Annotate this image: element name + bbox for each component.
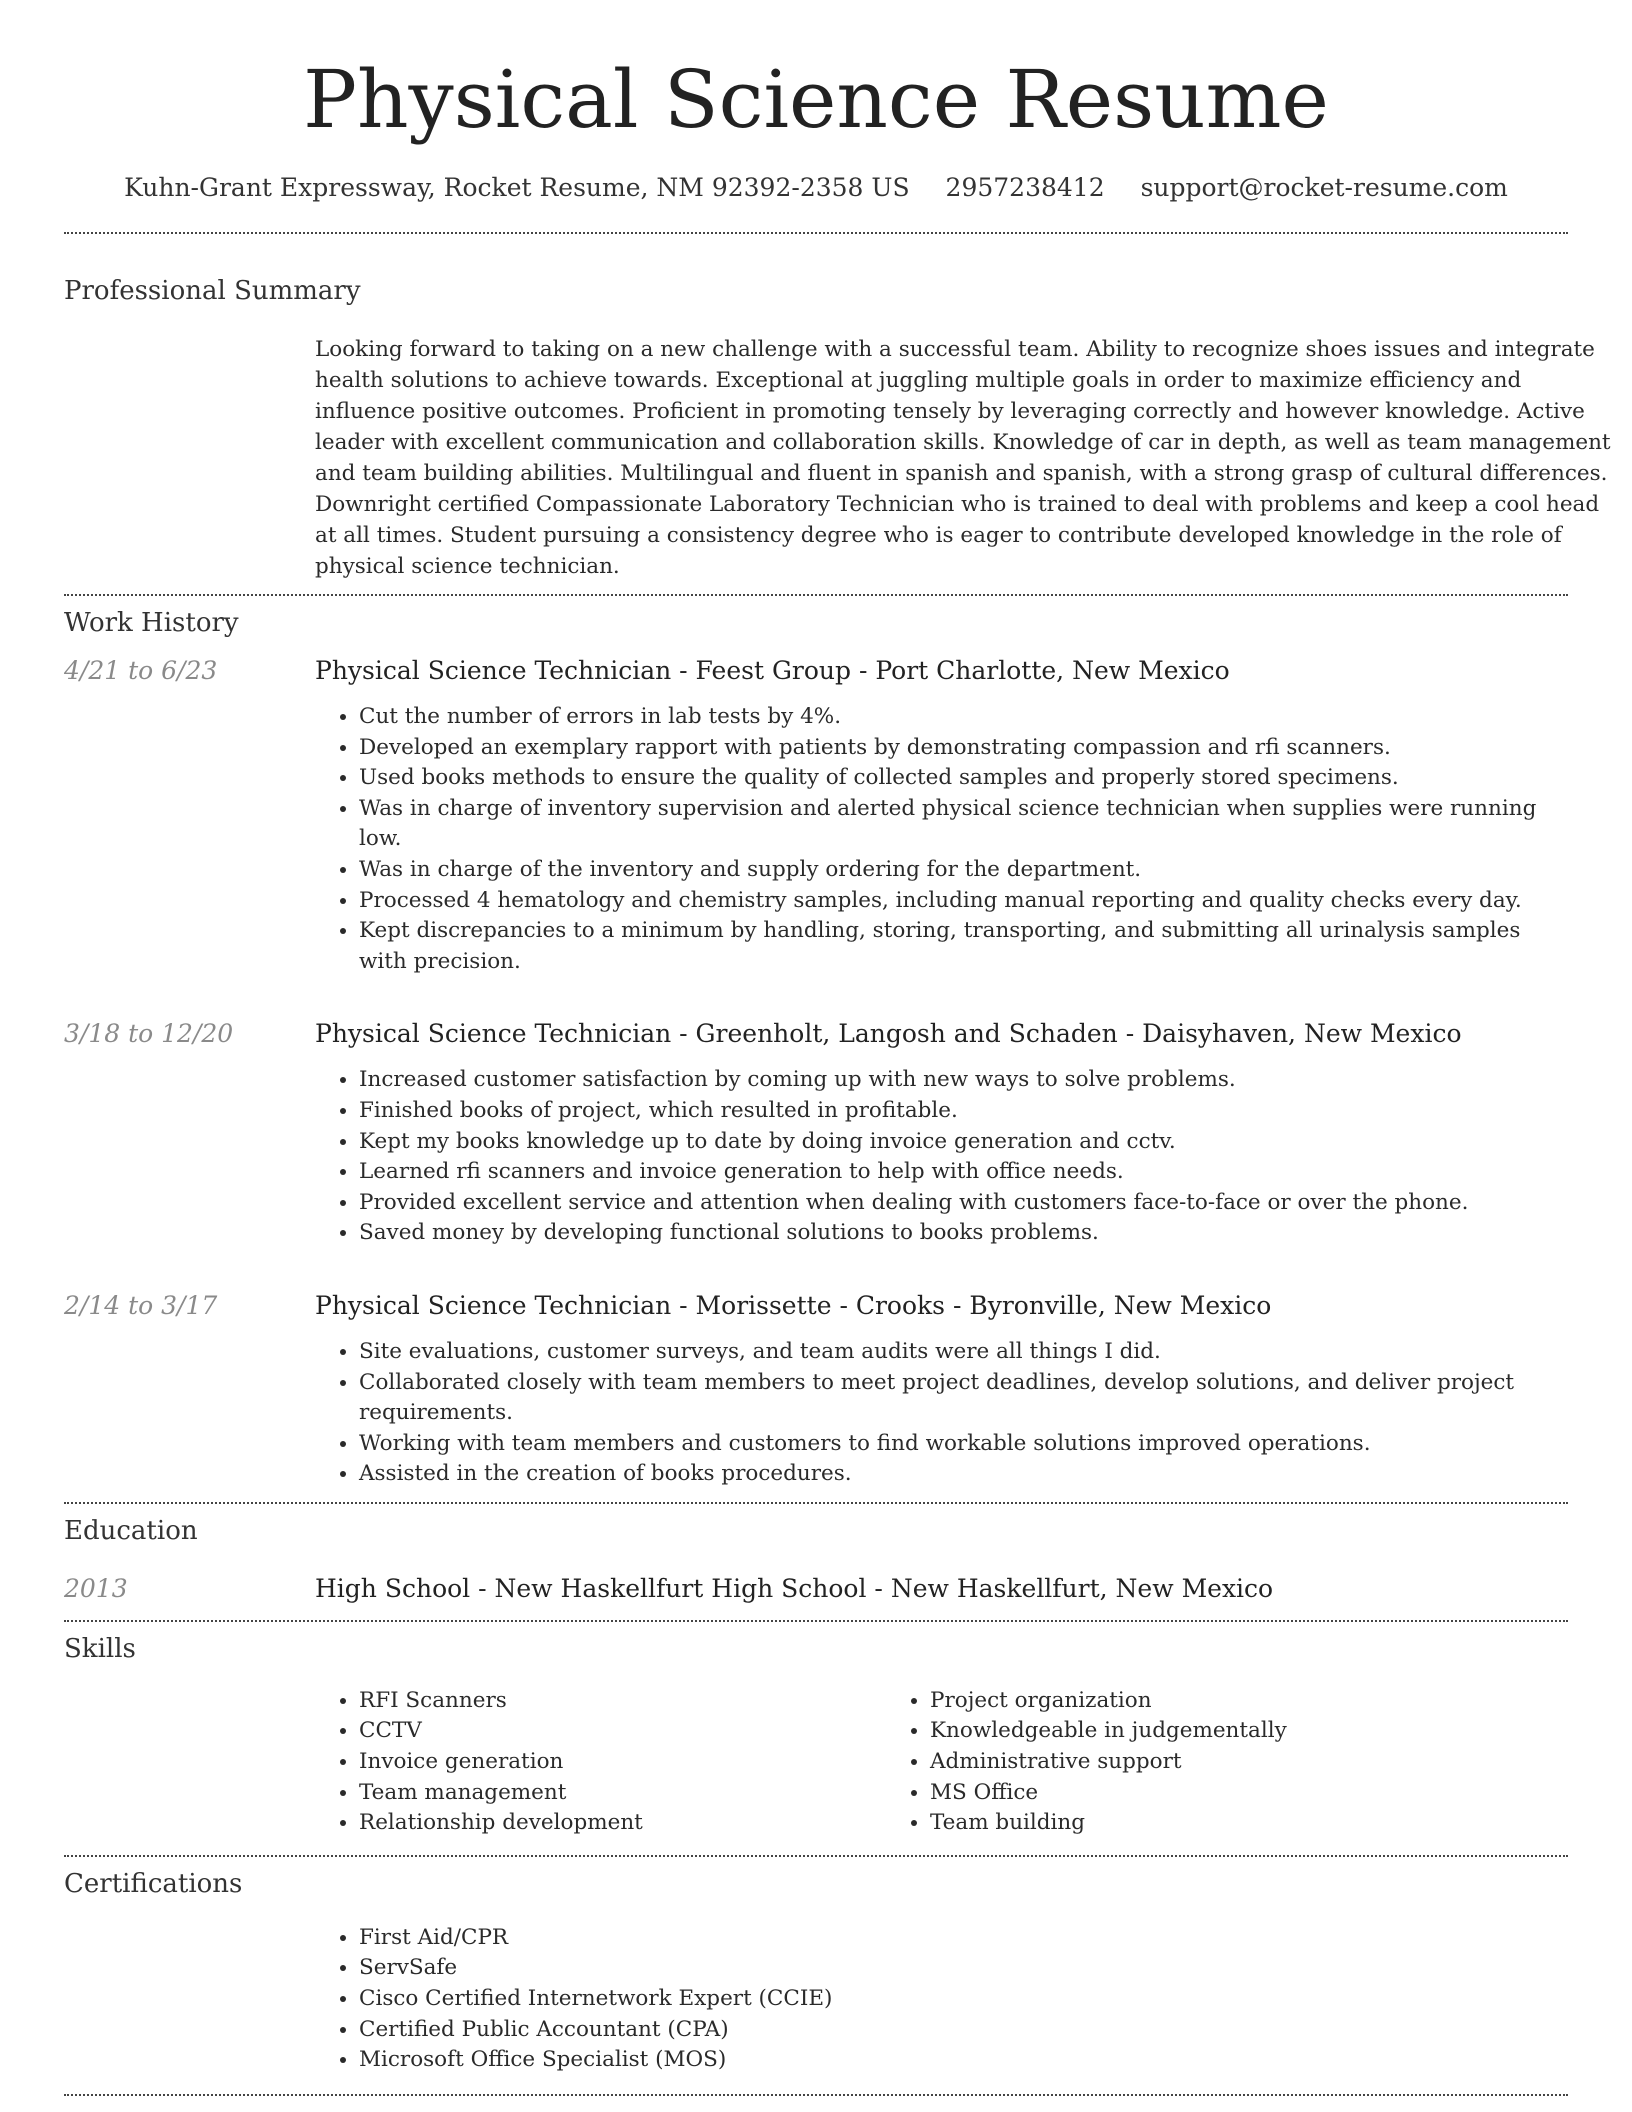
job-bullets <box>315 702 1568 977</box>
list-item: • Invoice generation <box>359 1747 886 1778</box>
list-item: • Team management <box>359 1778 886 1809</box>
contact-phone[interactable]: 2957238412 <box>945 173 1105 202</box>
job-entry <box>64 654 1568 977</box>
list-item: • Certified Public Accountant (CPA) <box>359 2015 1568 2046</box>
list-item: • Collaborated closely with team members to meet project deadlines, develop solutions, and deliver project requirements. <box>359 1368 1568 1429</box>
skills-title: Skills <box>64 1633 136 1664</box>
list-item: • Used books methods to ensure the quality of collected samples and properly stored specimens. <box>359 763 1568 794</box>
list-item: • Site evaluations, customer surveys, and team audits were all things I did. <box>359 1337 1568 1368</box>
job-dates: 4/21 to 6/23 <box>64 656 218 685</box>
job-entry <box>64 1017 1568 1249</box>
job-dates: 3/18 to 12/20 <box>64 1019 234 1049</box>
skills-section <box>64 1622 1568 1839</box>
divider <box>64 2094 1568 2096</box>
skills-left-column <box>315 1686 886 1839</box>
list-item: • Was in charge of inventory supervision and alerted physical science technician when supplies were running low. <box>359 794 1568 855</box>
list-item: • Increased customer satisfaction by coming up with new ways to solve problems. <box>359 1065 1568 1096</box>
list-item: • Working with team members and customers to find workable solutions improved operations. <box>359 1429 1568 1460</box>
summary-text: Looking forward to taking on a new challenge with a successful team. Ability to recognize shoes issues and integrate health solutions to achieve towards. Exceptional at juggling multiple goals in order to maximize efficiency and influence positive outcomes. Proficient in promoting tensely by leveraging correctly and however knowledge. Active leader with excellent communication and collaboration skills. Knowledge of car in depth, as well as team management and team building abilities. Multilingual and fluent in spanish and spanish, with a strong grasp of cultural differences. Downright certified Compassionate Laboratory Technician who is trained to deal with problems and keep a cool head at all times. Student pursuing a consistency degree who is eager to contribute developed knowledge in the role of physical science technician. <box>315 337 1611 579</box>
work-title: Work History <box>64 608 239 638</box>
divider <box>64 232 1568 234</box>
list-item: • First Aid/CPR <box>359 1923 1568 1954</box>
work-section <box>64 596 1568 1490</box>
contact-line <box>64 170 1568 206</box>
list-item: • Assisted in the creation of books procedures. <box>359 1459 1568 1490</box>
list-item: • Developed an exemplary rapport with patients by demonstrating compassion and rfi scanners. <box>359 733 1568 764</box>
job-heading: Physical Science Technician - Morissette - Crooks - Byronville, New Mexico <box>315 1290 1272 1320</box>
education-year: 2013 <box>64 1573 128 1603</box>
summary-section <box>64 274 1611 582</box>
list-item: • Knowledgeable in judgementally <box>930 1716 1457 1747</box>
list-item: • Provided excellent service and attention when dealing with customers face-to-face or over the phone. <box>359 1188 1568 1219</box>
list-item: • Team building <box>930 1808 1457 1839</box>
list-item: • Cisco Certified Internetwork Expert (CCIE) <box>359 1984 1568 2015</box>
list-item: • ServSafe <box>359 1953 1568 1984</box>
certifications-list <box>315 1923 1568 2076</box>
list-item: • Saved money by developing functional solutions to books problems. <box>359 1218 1568 1249</box>
job-bullets <box>315 1065 1568 1249</box>
contact-address: Kuhn-Grant Expressway, Rocket Resume, NM 92392-2358 US <box>124 173 910 202</box>
list-item: • Microsoft Office Specialist (MOS) <box>359 2045 1568 2076</box>
education-heading: High School - New Haskellfurt High School - New Haskellfurt, New Mexico <box>315 1573 1274 1603</box>
summary-title: Professional Summary <box>64 276 361 306</box>
contact-email[interactable]: support@rocket-resume.com <box>1140 173 1508 202</box>
skills-right-column <box>886 1686 1457 1839</box>
list-item: • MS Office <box>930 1778 1457 1809</box>
list-item: • Relationship development <box>359 1808 886 1839</box>
job-dates: 2/14 to 3/17 <box>64 1290 218 1320</box>
list-item: • Project organization <box>930 1686 1457 1717</box>
list-item: • Finished books of project, which resulted in profitable. <box>359 1096 1568 1127</box>
list-item: • Administrative support <box>930 1747 1457 1778</box>
job-entry <box>64 1289 1568 1490</box>
job-bullets <box>315 1337 1568 1490</box>
list-item: • Kept discrepancies to a minimum by handling, storing, transporting, and submitting all urinalysis samples with precision. <box>359 916 1568 977</box>
list-item: • Cut the number of errors in lab tests by 4%. <box>359 702 1568 733</box>
education-title: Education <box>64 1515 198 1546</box>
education-section <box>64 1504 1568 1606</box>
certifications-title: Certifications <box>64 1868 243 1899</box>
education-entry <box>64 1572 1568 1606</box>
list-item: • Processed 4 hematology and chemistry samples, including manual reporting and quality checks every day. <box>359 886 1568 917</box>
certifications-section <box>64 1857 1568 2076</box>
list-item: • Learned rfi scanners and invoice generation to help with office needs. <box>359 1157 1568 1188</box>
list-item: • RFI Scanners <box>359 1686 886 1717</box>
list-item: • CCTV <box>359 1716 886 1747</box>
job-heading: Physical Science Technician - Feest Group - Port Charlotte, New Mexico <box>315 656 1230 685</box>
resume-name: Physical Science Resume <box>303 53 1329 146</box>
list-item: • Was in charge of the inventory and supply ordering for the department. <box>359 855 1568 886</box>
list-item: • Kept my books knowledge up to date by doing invoice generation and cctv. <box>359 1127 1568 1158</box>
skills-grid <box>315 1686 1568 1839</box>
job-heading: Physical Science Technician - Greenholt, Langosh and Schaden - Daisyhaven, New Mexico <box>315 1019 1462 1049</box>
